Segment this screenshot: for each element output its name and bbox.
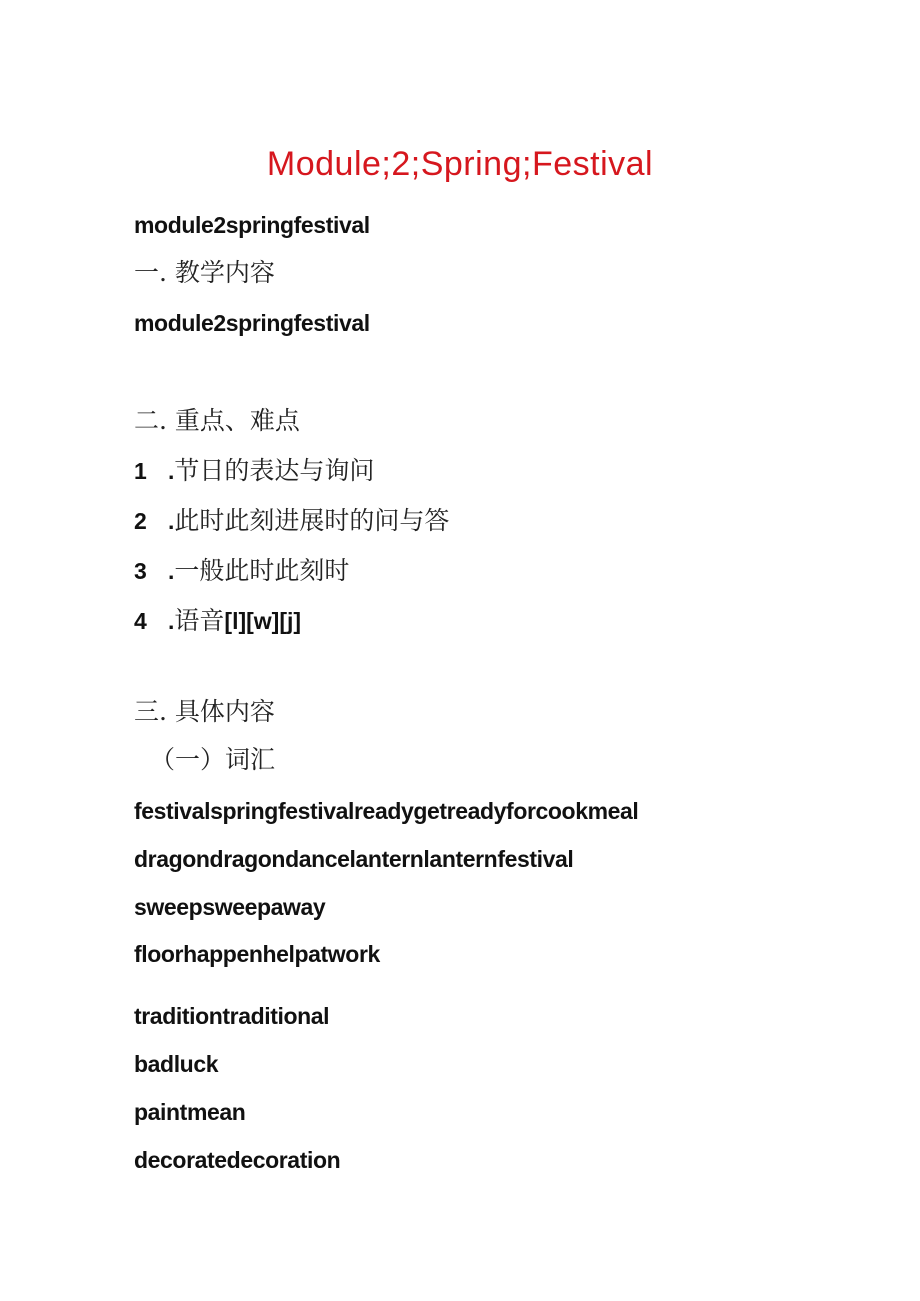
list-item-number: 1 <box>134 458 147 484</box>
vocab-line-1: festivalspringfestivalreadygetreadyforcookmeal <box>134 798 639 824</box>
list-item-number: 2 <box>134 508 147 534</box>
list-item-text: 节日的表达与询问 <box>174 456 375 485</box>
vocab-line-4: floorhappenhelpatwork <box>134 941 380 967</box>
section2-heading: 二. 重点、难点 <box>134 406 300 435</box>
vocab-line-2: dragondragondancelanternlanternfestival <box>134 846 574 872</box>
list-item-dot: . <box>168 558 175 584</box>
section1-content: module2springfestival <box>134 310 370 336</box>
section3-subheading: （一）词汇 <box>150 745 276 774</box>
subtitle-line: module2springfestival <box>134 212 370 238</box>
list-item-3 <box>134 554 349 591</box>
list-item-dot: . <box>168 508 175 534</box>
list-item-2 <box>134 504 449 541</box>
vocab-line-6: badluck <box>134 1051 219 1077</box>
list-item-text: 一般此时此刻时 <box>174 556 350 585</box>
list-item-number: 3 <box>134 558 147 584</box>
list-item-dot: . <box>168 458 175 484</box>
list-item-4 <box>134 604 301 641</box>
document-title: Module;2;Spring;Festival <box>266 145 654 183</box>
vocab-line-3: sweepsweepaway <box>134 894 326 920</box>
vocab-line-5: traditiontraditional <box>134 1003 330 1029</box>
list-item-number: 4 <box>134 608 147 634</box>
list-item-text: 语音 <box>174 606 225 635</box>
vocab-line-8: decoratedecoration <box>134 1147 341 1173</box>
phonetic-symbols: [l][w][j] <box>224 608 302 634</box>
section1-heading: 一. 教学内容 <box>134 258 275 287</box>
list-item-dot: . <box>168 608 175 634</box>
list-item-text: 此时此刻进展时的问与答 <box>174 506 450 535</box>
section3-heading: 三. 具体内容 <box>134 697 275 726</box>
vocab-line-7: paintmean <box>134 1099 246 1125</box>
list-item-1 <box>134 454 374 491</box>
